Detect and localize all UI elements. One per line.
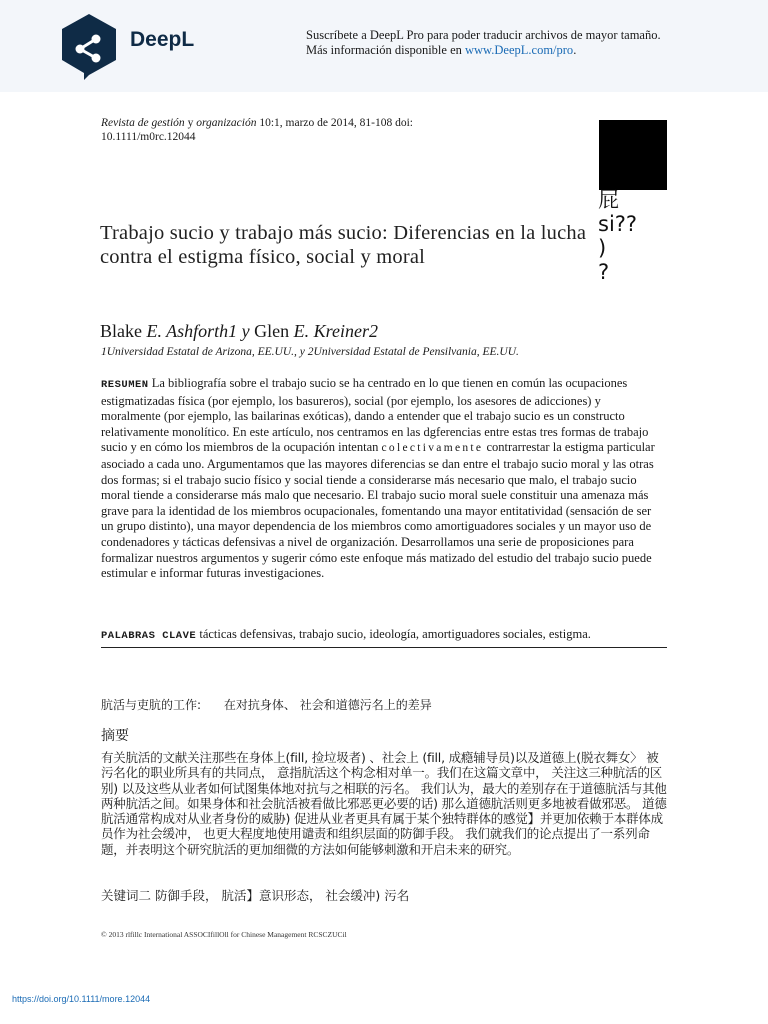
affiliations: 1Universidad Estatal de Arizona, EE.UU., y 2Universidad Estatal de Pensilvania, EE.UU. bbox=[101, 346, 519, 358]
chinese-abstract-heading: 摘要 bbox=[101, 728, 129, 744]
deepl-banner bbox=[0, 0, 768, 92]
citation-details: 10:1, marzo de 2014, 81-108 doi: bbox=[256, 117, 413, 129]
doi-link[interactable]: https://doi.org/10.1111/more.12044 bbox=[12, 994, 151, 1004]
deepl-logo-icon bbox=[58, 12, 120, 82]
abstract-text-part2: contrarrestar la estigma particular asociado a cada uno. Argumentamos que las mayores diferencias se dan entre el trabajo sucio moral y las otras dos formas; si el trabajo sucio físico y social tiende a considerarse más necesario que malo, el trabajo sucio moral tiende a considerarse más malo que necesario. El trabajo sucio moral suele constituir una amenaza más grave para la identidad de los miembros ocupacionales, fomentando una mayor entitatividad (sensación de ser un grupo distinto), una mayor dependencia de los miembros como amortiguadores sociales y un mayor uso de condenadores y tácticas defensivas a nivel de organización. Desarrollamos una serie de proposiciones para formalizar nuestros argumentos y sugerir cómo este enfoque más matizado del estudio del trabajo sucio puede estimular e informar futuras investigaciones. bbox=[101, 440, 655, 581]
chinese-abstract-body: 有关肮活的文献关注那些在身体上(fill, 捡垃圾者) 、社会上 (fill, 成瘾辅导员)以及道德上(脱衣舞女〉 被污名化的职业所具有的共同点， 意指肮活这个构念相对单一。我们在这篇文章中， 关注这三种肮活的区别) 以及这些从业者如何试图集体地对抗与之相联的污名。 我们认为，最大的差别存在于道德肮活与其他两种肮活之间。如果身体和社会肮活被看做比邪恶更必要的话) 那么道德肮活则更多地被看做邪恶。 道德肮活通常构成对从业者身份的威胁) 促进从业者更具有属于某个独特群体的感觉】并更加依赖于本群体成员作为社会缓冲， 也更大程度地使用谴责和组织层面的防御手段。 我们就我们的论点提出了一系列命题，并表明这个研究肮活的更加细微的方法如何能够刺激和开启未来的研究。 bbox=[101, 750, 667, 857]
authors bbox=[100, 320, 378, 342]
ocr-artifact-text: 屁 si?? ) ? bbox=[598, 188, 638, 284]
black-redaction-box bbox=[599, 120, 667, 190]
promo-line-1: Suscríbete a DeepL Pro para poder traducir archivos de mayor tamaño. bbox=[306, 28, 661, 42]
author2-first: Glen bbox=[249, 321, 294, 341]
abstract bbox=[101, 376, 663, 582]
deepl-pro-link[interactable]: www.DeepL.com/pro bbox=[465, 43, 574, 57]
promo-prefix: Más información disponible en bbox=[306, 43, 465, 57]
deepl-brand-name: DeepL bbox=[130, 28, 195, 51]
chinese-keywords: 关键词二 防御手段， 肮活】意识形态， 社会缓冲) 污名 bbox=[101, 888, 410, 903]
section-divider bbox=[101, 647, 667, 648]
copyright-notice: © 2013 rlfillc International ASSOCIfillOll for Chinese Management RCSCZUCil bbox=[101, 930, 347, 939]
author1-last: E. Ashforth1 y bbox=[146, 321, 250, 341]
abstract-text-part1: La bibliografía sobre el trabajo sucio se ha centrado en lo que tienen en común las ocupaciones estigmatizadas física (por ejemplo, los basureros), social (por ejemplo, los asesores de adicciones) y moralmente (por ejemplo, las bailarinas exóticas), dando a entender que el trabajo sucio es un constructo relativamente monolítico. En este artículo, nos centramos en las dgferencias entre estas tres formas de trabajo sucio y en cómo los miembros de la ocupación intentan bbox=[101, 376, 649, 455]
abstract-spaced-word: colectivamente bbox=[381, 442, 484, 455]
keywords-label: PALABRAS CLAVE bbox=[101, 630, 197, 642]
promo-suffix: . bbox=[573, 43, 577, 57]
citation-conjunction: y bbox=[184, 117, 197, 129]
chinese-title: 肮活与吏肮的工作: 在对抗身体、 社会和道德污名上的差异 bbox=[101, 698, 432, 712]
article-title: Trabajo sucio y trabajo más sucio: Diferencias en la lucha contra el estigma físico, social y moral bbox=[100, 222, 587, 268]
author1-first: Blake bbox=[100, 321, 147, 341]
deepl-logo[interactable] bbox=[58, 12, 195, 82]
author2-last: E. Kreiner2 bbox=[293, 321, 378, 341]
citation-doi: 10.1111/m0rc.12044 bbox=[101, 130, 196, 143]
journal-name-a: Revista de gestión bbox=[101, 117, 185, 129]
abstract-label: RESUMEN bbox=[101, 379, 149, 391]
keywords bbox=[101, 627, 666, 644]
keywords-text: tácticas defensivas, trabajo sucio, ideología, amortiguadores sociales, estigma. bbox=[196, 627, 591, 641]
deepl-promo-text bbox=[306, 28, 661, 58]
journal-name-b: organización bbox=[196, 117, 257, 129]
citation bbox=[101, 117, 571, 144]
promo-line-2 bbox=[306, 43, 661, 58]
